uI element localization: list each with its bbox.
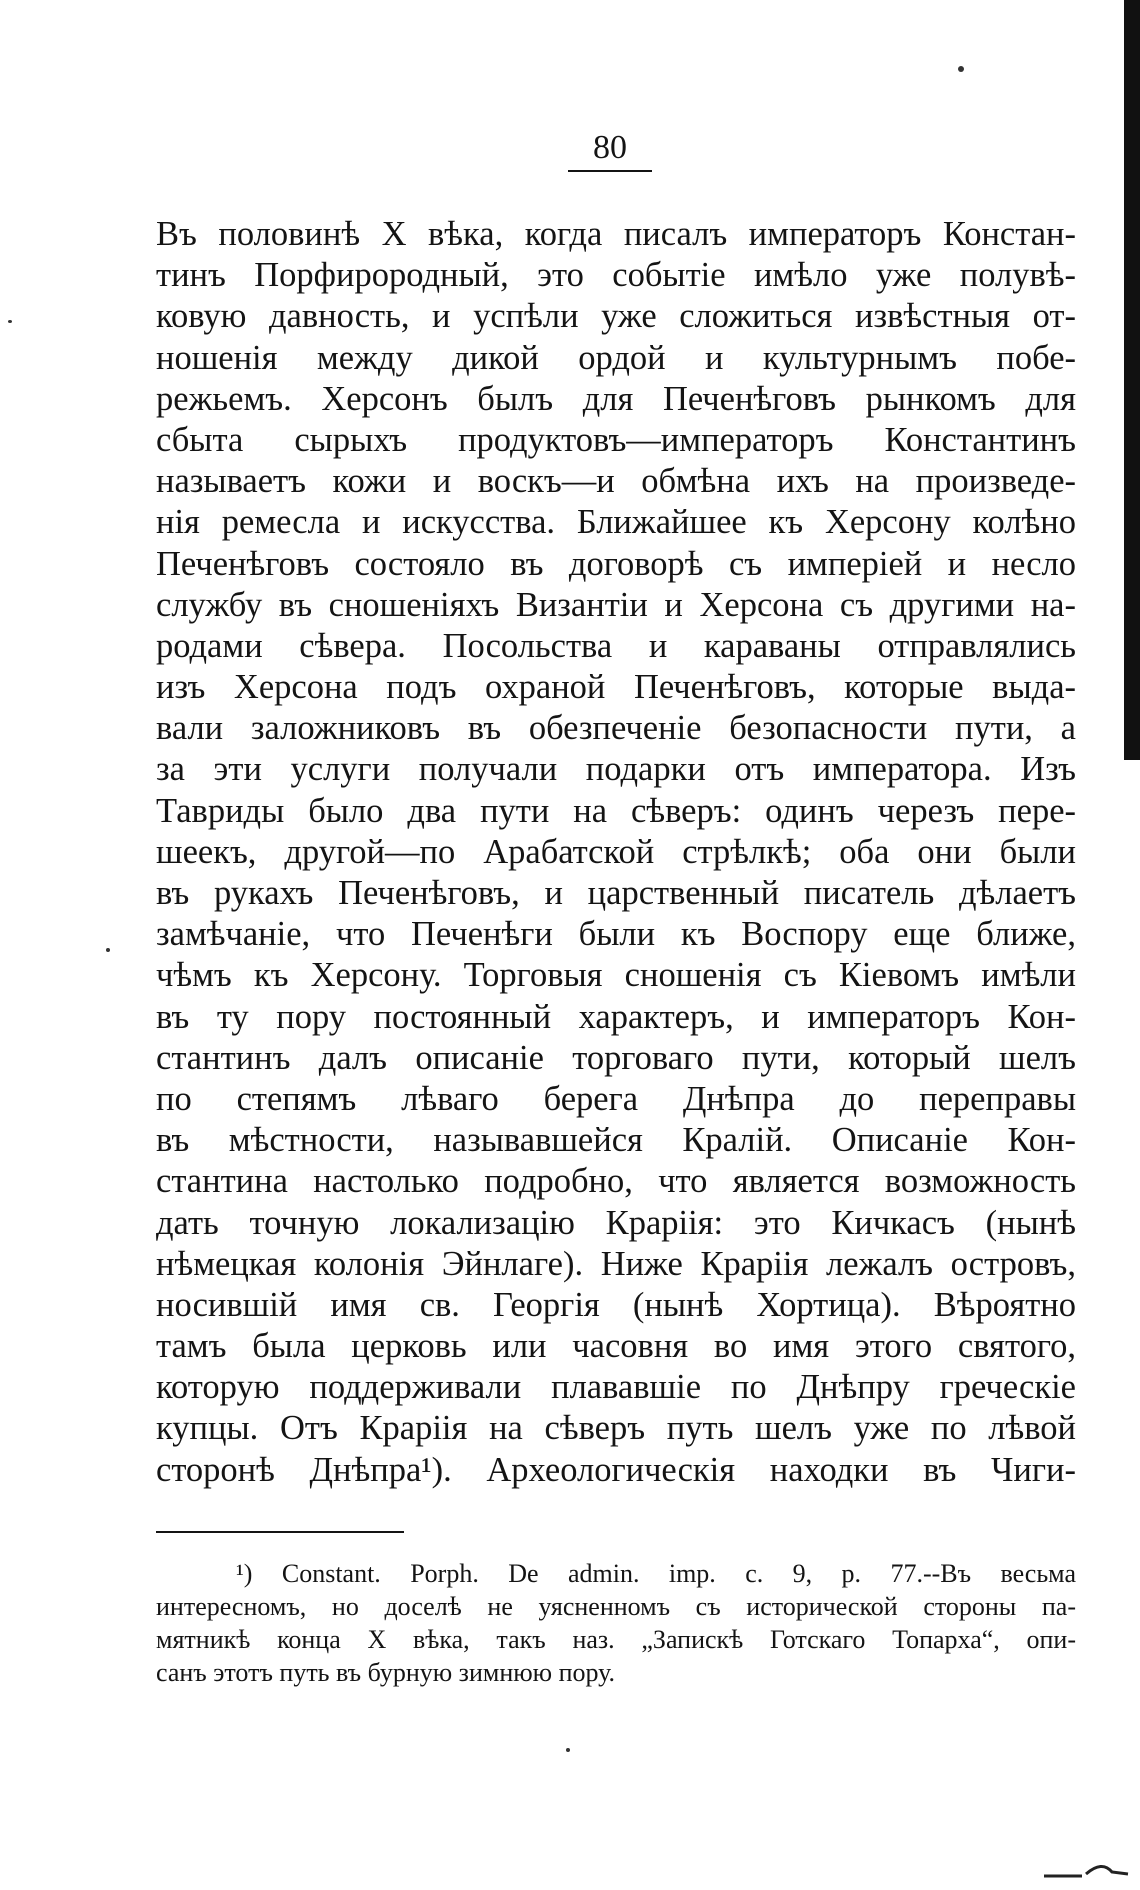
text-line: нія ремесла и искусства. Ближайшее къ Херсону колѣно (156, 503, 1076, 542)
speck-mark (8, 320, 12, 323)
footnote-line: интересномъ, но доселѣ не уясненномъ съ исторической стороны па- (156, 1592, 1076, 1621)
speck-mark (566, 1748, 570, 1752)
speck-mark (106, 948, 110, 952)
text-line: тамъ была церковь или часовня во имя этого святого, (156, 1327, 1076, 1366)
footnote-line: мятникѣ конца X вѣка, такъ наз. „Запискѣ Готскаго Топарха“, опи- (156, 1625, 1076, 1654)
speck-mark (958, 66, 964, 72)
text-line: Печенѣговъ состояло въ договорѣ съ имперіей и несло (156, 544, 1076, 583)
page-number: 80 (593, 129, 627, 166)
text-line: по степямъ лѣваго берега Днѣпра до переправы (156, 1079, 1076, 1118)
text-line: режьемъ. Херсонъ былъ для Печенѣговъ рынкомъ для (156, 379, 1076, 418)
text-line: дать точную локализацію Краріія: это Кичкасъ (нынѣ (156, 1203, 1076, 1242)
text-line: родами сѣвера. Посольства и караваны отправлялись (156, 626, 1076, 665)
text-line: стантинъ далъ описаніе торговаго пути, который шелъ (156, 1038, 1076, 1077)
footnote (156, 1557, 1076, 1689)
text-line: службу въ сношеніяхъ Византіи и Херсона съ другими на- (156, 585, 1076, 624)
text-line: называетъ кожи и воскъ—и обмѣна ихъ на произведе- (156, 462, 1076, 501)
main-text (156, 214, 1076, 1491)
text-line: носившій имя св. Георгія (нынѣ Хортица). Вѣроятно (156, 1285, 1076, 1324)
text-line: чѣмъ къ Херсону. Торговыя сношенія съ Кіевомъ имѣли (156, 956, 1076, 995)
footnote-line: санъ этотъ путь въ бурную зимнюю пору. (156, 1658, 616, 1687)
text-line: нѣмецкая колонія Эйнлаге). Ниже Краріія лежалъ островъ, (156, 1244, 1076, 1283)
page-number-underline (568, 170, 652, 172)
text-line: въ ту пору постоянный характеръ, и императоръ Кон- (156, 997, 1076, 1036)
text-line: сторонѣ Днѣпра¹). Археологическія находки въ Чиги- (156, 1450, 1076, 1489)
text-line: Тавриды было два пути на сѣверъ: одинъ черезъ пере- (156, 791, 1076, 830)
text-line: которую поддерживали плававшіе по Днѣпру греческіе (156, 1368, 1076, 1407)
text-line: замѣчаніе, что Печенѣги были къ Воспору еще ближе, (156, 915, 1076, 954)
scan-artifact-mark (1042, 1858, 1132, 1880)
text-line: въ мѣстности, называвшейся Кралій. Описаніе Кон- (156, 1121, 1076, 1160)
text-line: стантина настолько подробно, что является возможность (156, 1162, 1076, 1201)
text-line: ношенія между дикой ордой и культурнымъ побе- (156, 338, 1076, 377)
text-line: купцы. Отъ Краріія на сѣверъ путь шелъ уже по лѣвой (156, 1409, 1076, 1448)
footnote-separator (156, 1531, 404, 1533)
text-line: вали заложниковъ въ обезпеченіе безопасности пути, а (156, 709, 1076, 748)
text-line: шеекъ, другой—по Арабатской стрѣлкѣ; оба они были (156, 832, 1076, 871)
text-line: Въ половинѣ X вѣка, когда писалъ императоръ Констан- (156, 215, 1076, 253)
page-edge-shadow (1124, 0, 1140, 760)
text-line: сбыта сырыхъ продуктовъ—императоръ Константинъ (156, 420, 1076, 459)
footnote-line: ¹) Constant. Porph. De admin. imp. c. 9, p. 77.--Въ весьма (236, 1559, 1076, 1588)
text-line: тинъ Порфирородный, это событіе имѣло уже полувѣ- (156, 256, 1076, 295)
text-line: ковую давность, и успѣли уже сложиться извѣстныя от- (156, 297, 1076, 336)
text-line: изъ Херсона подъ охраной Печенѣговъ, которые выда- (156, 668, 1076, 707)
text-line: въ рукахъ Печенѣговъ, и царственный писатель дѣлаетъ (156, 874, 1076, 912)
text-line: за эти услуги получали подарки отъ императора. Изъ (156, 750, 1076, 789)
